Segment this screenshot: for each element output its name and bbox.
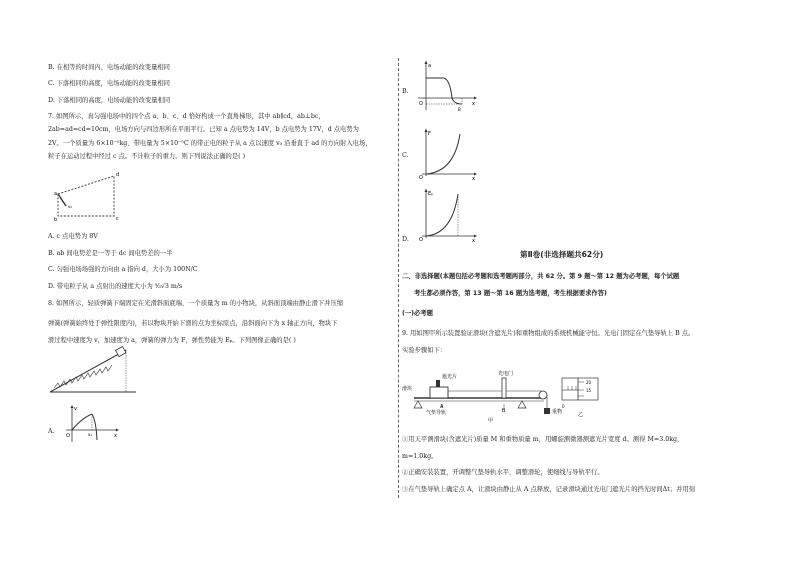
q7-trapezoid-figure: [48, 170, 128, 225]
q7-point-d: d: [116, 172, 120, 178]
q9-step-2: ②正确安装装置，开调整气垫导轨水平，调整滑轮，使细线与导轨平行。: [402, 469, 604, 476]
option-b-label: B.: [402, 88, 409, 95]
label-point-a: A: [440, 404, 444, 410]
q9-apparatus-figure: [402, 364, 612, 426]
graph-b-point-label: B: [458, 107, 461, 112]
graph-a-x1-label: x₁: [88, 432, 92, 437]
q6-option-d: D. 下落相同的高度，电场动能的改变量相同: [48, 97, 171, 104]
volume-title: 第Ⅱ卷(非选择题共62分): [520, 250, 604, 259]
graph-b-y-label: a: [428, 63, 432, 69]
q7-stem-line: 粒子在运动过程中经过 c 点。不计粒子的重力。则下列说法正确的是( ): [48, 153, 246, 160]
graph-c-y-label: F: [428, 131, 431, 137]
q7-option-d: D. 带电粒子从 a 点射出的速度大小为 ⁵⁄₃√3 m/s: [48, 283, 183, 290]
q6-option-b: B. 在相等的时间内，电场动能的改变量相同: [48, 64, 170, 71]
q7-stem-line: 7. 如图所示，真匀强电场中的四个点 a、b、c、d 恰好构成一个直角梯形，其中 ab∥cd，ab⊥bc，: [48, 113, 325, 120]
graph-b-x-label: x: [472, 101, 475, 107]
label-figure-jia: 甲: [488, 418, 494, 424]
q7-option-b: B. ab 间电势差是一等于 dc 间电势差的一半: [48, 250, 173, 257]
graph-b: [414, 58, 478, 112]
graph-d: [414, 186, 478, 242]
q8-option-a-label: A.: [48, 428, 55, 435]
graph-a-origin: O: [66, 433, 70, 439]
micrometer-scale-20: 20: [586, 380, 592, 385]
label-photogate: 光电门: [498, 371, 514, 377]
label-air-track: 气垫导轨: [426, 410, 447, 416]
graph-a: [64, 404, 120, 444]
q6-option-c: C. 下落相同的高度，电场动能的改变量相同: [48, 80, 170, 87]
q9-stem-line: 实验步骤如下：: [402, 347, 447, 354]
q9-step-1-cont: m=1.0kg。: [402, 453, 438, 460]
micrometer-scale-15: 15: [586, 388, 592, 393]
q7-point-c: c: [116, 216, 119, 222]
q7-option-c: C. 匀强电场场强的方向由 a 指向 d，大小为 100N/C: [48, 266, 198, 273]
q9-stem-line: 9. 用如图甲所示装置验证滑块(含遮光片)和重物组成的系统机械能守恒。光电门固定在气垫导轨上 B 点。: [402, 330, 695, 337]
label-point-b: B: [502, 408, 506, 414]
label-slider: 滑块: [402, 386, 413, 392]
micrometer-scale-0: 0: [562, 404, 565, 409]
graph-d-y-label: Eₚ: [428, 191, 434, 197]
option-d-label: D.: [402, 236, 409, 243]
graph-d-origin: O: [419, 237, 423, 243]
graph-c: [414, 126, 478, 180]
q7-stem-line: 2ab=ad=cd=10cm，电场方向与四边形所在平面平行。已知 a 点电势为 14V，b 点电势为 17V，d 点电势为: [48, 126, 359, 133]
q7-velocity-label: v₀: [68, 204, 72, 209]
q9-step-3: ③在气垫导轨上确定点 A，让滑块由静止从 A 点释放，记录滑块通过光电门遮光片的挡光时间Δt；并用刻: [402, 486, 695, 493]
q7-point-b: b: [54, 217, 58, 223]
graph-a-y-label: v: [74, 406, 77, 412]
graph-c-origin: O: [419, 175, 423, 181]
q8-stem-line: 滑过程中速度为 v，加速度为 a，弹簧的弹力为 F，弹性势能为 Eₚ。下列图像正确的是( ): [48, 337, 296, 344]
q9-step-1: ①用天平测滑块(含遮光片)质量 M 和重物质量 m，用螺旋测微器测遮光片宽度 d。测得 M=3.0kg，: [402, 436, 684, 443]
subsection-required: (一)必考题: [402, 310, 433, 317]
section-two-heading: 考生都必须作答，第 13 题～第 16 题为选考题，考生根据要求作答): [414, 290, 607, 297]
label-figure-yi: 乙: [578, 412, 584, 418]
graph-d-x-label: x: [472, 238, 475, 244]
graph-c-x-label: x: [472, 176, 475, 182]
section-two-heading: 二、非选择题(本题包括必考题和选考题两部分，共 62 分。第 9 题～第 12 题为必考题，每个试题: [402, 273, 680, 280]
option-c-label: C.: [402, 152, 409, 159]
column-divider: [398, 58, 399, 498]
graph-b-origin: O: [419, 101, 423, 107]
q8-stem-line: 8. 如图所示，轻质弹簧下端固定在光滑斜面底端，一个质量为 m 的小物块，从斜面顶端由静止滑下并压缩: [48, 300, 344, 307]
label-weight: 重物: [552, 409, 563, 415]
q7-stem-line: 2V。一个质量为 6×10⁻⁵kg、带电量为 5×10⁻⁵C 的带正电的粒子从 a 点以速度 v₀ 沿垂直于 ad 的方向射入电场，: [48, 140, 372, 147]
graph-a-x-label: x: [114, 433, 117, 439]
q8-stem-line: 弹簧(弹簧始终处于弹性限度内)，若以物块开始下滑的点为坐标原点，沿斜面向下为 x 轴正方向，物块下: [48, 320, 338, 327]
q7-point-a: a: [54, 191, 58, 197]
q7-option-a: A. c 点电势为 8V: [48, 233, 98, 240]
q8-incline-figure: [48, 344, 138, 394]
label-shading-plate: 遮光片: [442, 374, 458, 380]
